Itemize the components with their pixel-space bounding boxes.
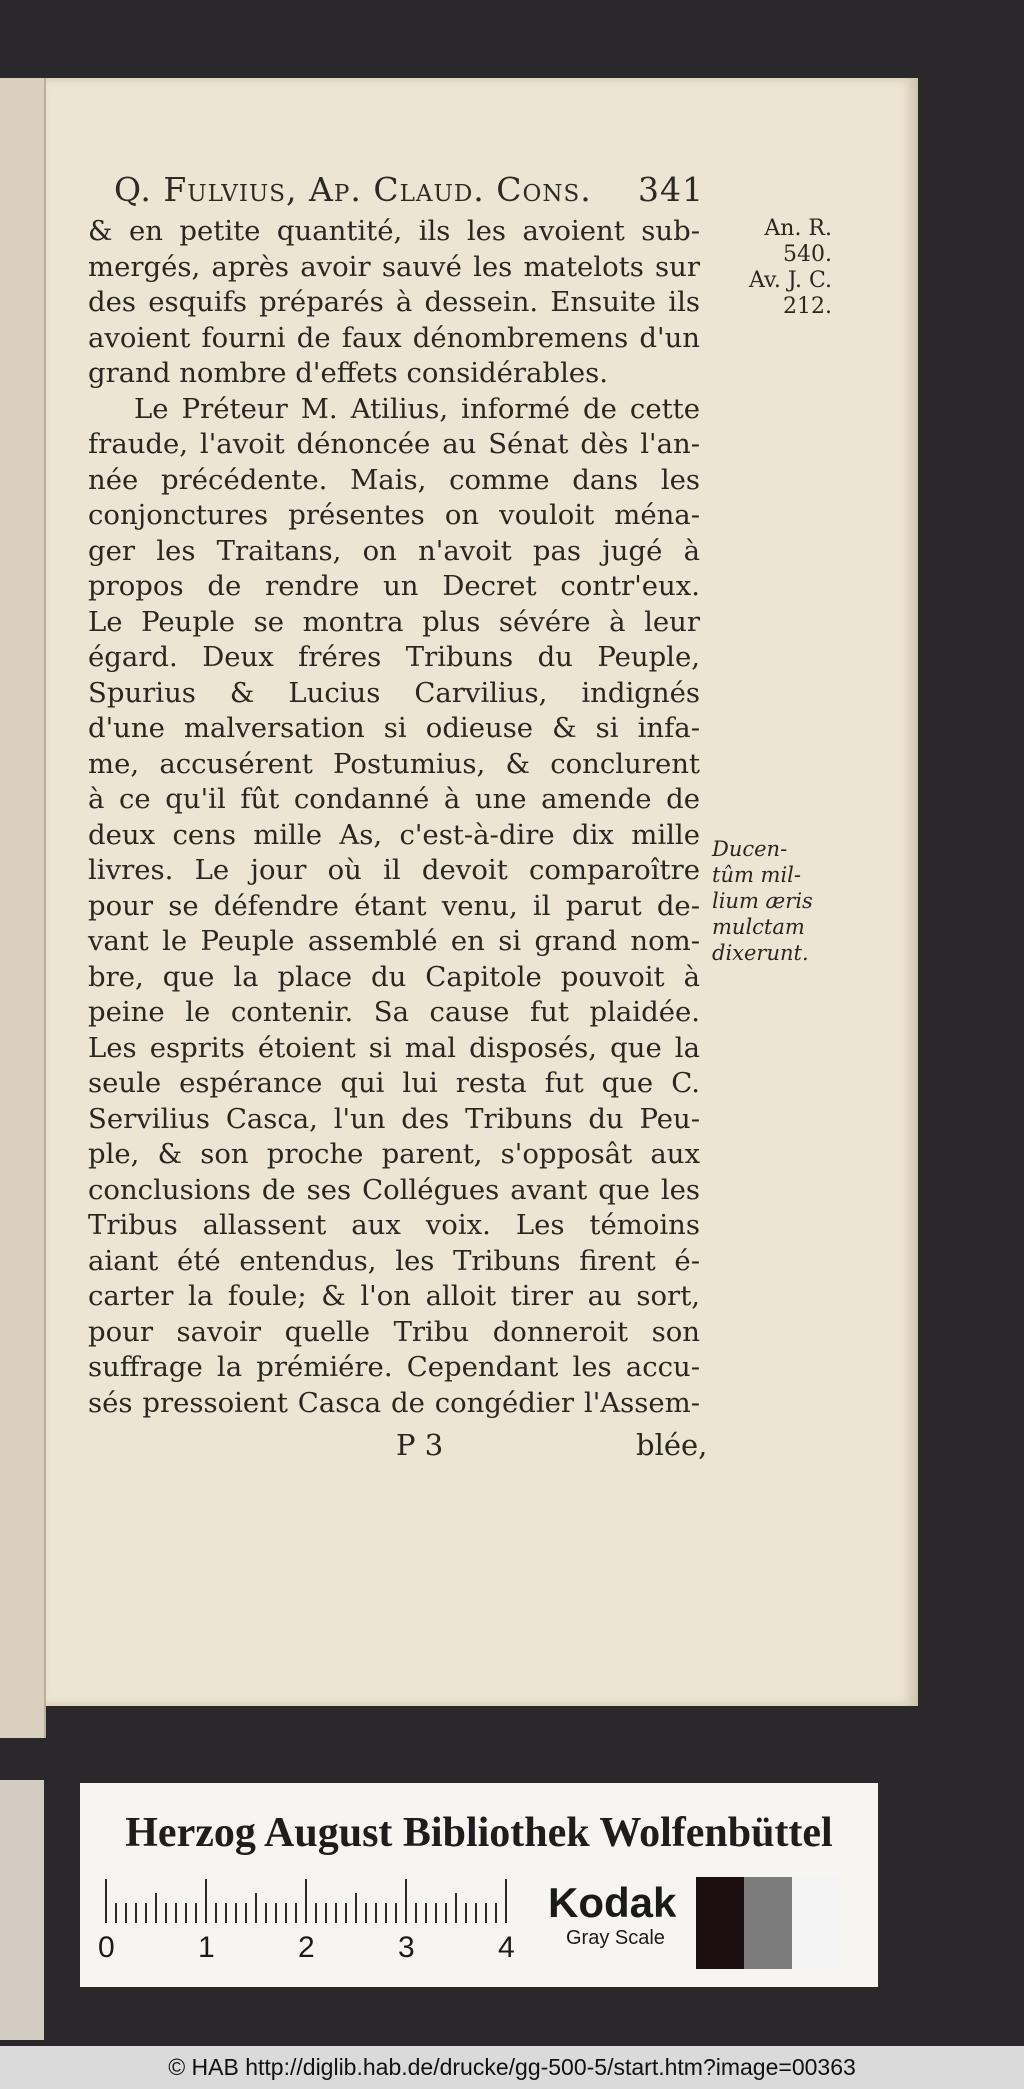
color-target-card [80, 1783, 878, 1987]
ruler-numbers [98, 1931, 558, 1971]
ruler-tick [465, 1903, 467, 1923]
ruler-tick [355, 1893, 357, 1923]
text-line: sés pressoient Casca de congédier l'Assem- [88, 1386, 700, 1419]
text-line: fraude, l'avoit dénoncée au Sénat dès l'an- [88, 428, 700, 460]
ruler-tick [345, 1903, 347, 1923]
text-line: à ce qu'il fût condanné à une amende de [88, 783, 700, 815]
ruler-tick [425, 1903, 427, 1923]
margin-date-line: 540. [783, 242, 832, 267]
ruler-tick [105, 1879, 107, 1923]
ruler-tick [485, 1903, 487, 1923]
ruler-tick [115, 1903, 117, 1923]
ruler-tick [215, 1903, 217, 1923]
ruler-number: 4 [498, 1931, 515, 1964]
text-line: deux cens mille As, c'est-à-dire dix mille [88, 818, 700, 851]
margin-note-line: lium æris [712, 889, 813, 913]
catchword: blée, [636, 1428, 708, 1462]
text-line: mergés, après avoir sauvé les matelots sur [88, 250, 700, 283]
text-line: des esquifs préparés à dessein. Ensuite ils [88, 286, 700, 318]
ruler-tick [475, 1903, 477, 1923]
ruler-tick [435, 1903, 437, 1923]
ruler-number: 3 [398, 1931, 415, 1964]
ruler-tick [235, 1903, 237, 1923]
text-line: livres. Le jour où il devoit comparoître [88, 854, 700, 886]
margin-date-line: An. R. [764, 216, 832, 241]
text-line: pour se défendre étant venu, il parut de- [88, 889, 700, 922]
gray-swatch [744, 1877, 792, 1969]
previous-page-edge-lower [0, 1780, 44, 2040]
text-line: Les esprits étoient si mal disposés, que la [88, 1031, 700, 1064]
ruler-tick [155, 1893, 157, 1923]
text-line: & en petite quantité, ils les avoient sub- [88, 215, 700, 247]
signature-mark: P 3 [396, 1428, 444, 1462]
text-line: seule espérance qui lui resta fut que C. [88, 1067, 700, 1099]
margin-latin-note [712, 836, 832, 966]
text-line: Servilius Casca, l'un des Tribuns du Peu- [88, 1102, 700, 1135]
ruler-number: 1 [198, 1931, 215, 1964]
text-line: Le Peuple se montra plus sévére à leur [88, 605, 700, 638]
ruler-tick [415, 1903, 417, 1923]
ruler-tick [315, 1903, 317, 1923]
ruler-tick [255, 1893, 257, 1923]
text-line: grand nombre d'effets considérables. [88, 357, 608, 389]
text-line: peine le contenir. Sa cause fut plaidée. [88, 996, 700, 1028]
text-line: d'une malversation si odieuse & si infa- [88, 712, 700, 744]
page-number: 341 [638, 170, 704, 209]
text-line: Spurius & Lucius Carvilius, indignés [88, 676, 700, 709]
ruler-tick [385, 1903, 387, 1923]
text-line: aiant été entendus, les Tribuns firent é- [88, 1244, 700, 1277]
ruler-tick [245, 1903, 247, 1923]
ruler-tick [305, 1879, 307, 1923]
ruler-tick [205, 1879, 207, 1923]
margin-note-line: dixerunt. [712, 941, 809, 965]
text-line: bre, que la place du Capitole pouvoit à [88, 960, 700, 993]
margin-date-line: 212. [783, 294, 832, 319]
margin-note-line: mulctam [712, 915, 805, 939]
ruler-tick [365, 1903, 367, 1923]
ruler-tick [285, 1903, 287, 1923]
ruler-tick [455, 1893, 457, 1923]
text-line: carter la foule; & l'on alloit tirer au sort, [88, 1280, 700, 1312]
previous-page-edge [0, 78, 46, 1738]
ruler-tick [445, 1903, 447, 1923]
text-line: me, accusérent Postumius, & conclurent [88, 747, 700, 780]
ruler-tick [165, 1903, 167, 1923]
text-line: conclusions de ses Collégues avant que les [88, 1173, 700, 1206]
ruler-tick [395, 1903, 397, 1923]
text-line: ple, & son proche parent, s'opposât aux [88, 1138, 700, 1170]
ruler-tick [125, 1903, 127, 1923]
ruler-tick [185, 1903, 187, 1923]
text-line: Le Préteur M. Atilius, informé de cette [134, 392, 700, 425]
library-name: Herzog August Bibliothek Wolfenbüttel [125, 1810, 833, 1856]
ruler-tick [505, 1879, 507, 1923]
gray-scale-label: Gray Scale [566, 1927, 665, 1949]
margin-date-line: Av. J. C. [749, 268, 832, 293]
text-line: avoient fourni de faux dénombremens d'un [88, 321, 700, 354]
ruler-tick [335, 1903, 337, 1923]
ruler-tick [295, 1903, 297, 1923]
ruler-tick [495, 1903, 497, 1923]
kodak-logo: Kodak [548, 1879, 677, 1926]
text-line: vant le Peuple assemblé en si grand nom- [88, 925, 700, 957]
text-line: égard. Deux fréres Tribuns du Peuple, [88, 641, 700, 673]
margin-note-line: Ducen- [712, 837, 788, 861]
ruler-number: 0 [98, 1931, 115, 1964]
ruler-tick [175, 1903, 177, 1923]
ruler-tick [195, 1903, 197, 1923]
ruler-tick [135, 1903, 137, 1923]
text-line: ger les Traitans, on n'avoit pas jugé à [88, 534, 700, 567]
text-line: suffrage la prémiére. Cependant les accu- [88, 1351, 700, 1383]
ruler-tick [375, 1903, 377, 1923]
gray-swatch [792, 1877, 840, 1969]
text-line: pour savoir quelle Tribu donneroit son [88, 1315, 700, 1348]
ruler-tick [275, 1903, 277, 1923]
ruler-tick [225, 1903, 227, 1923]
ruler-number: 2 [298, 1931, 315, 1964]
text-line: Tribus allassent aux voix. Les témoins [88, 1209, 700, 1241]
margin-note-line: tûm mil- [712, 863, 801, 887]
text-line: née précédente. Mais, comme dans les [88, 463, 700, 496]
ruler-scale [105, 1879, 555, 1923]
running-head [114, 170, 704, 214]
body-text [88, 214, 700, 1421]
margin-date-note [712, 216, 832, 320]
text-line: propos de rendre un Decret contr'eux. [88, 570, 700, 602]
ruler-tick [265, 1903, 267, 1923]
ruler-tick [405, 1879, 407, 1923]
copyright-bar: © HAB http://diglib.hab.de/drucke/gg-500-5/start.htm?image=00363 [0, 2046, 1024, 2089]
running-head-title: Q. Fulvius, Ap. Claud. Cons. [114, 170, 592, 209]
gray-swatch [696, 1877, 744, 1969]
ruler-tick [145, 1903, 147, 1923]
text-line: conjonctures présentes on vouloit ména- [88, 499, 700, 531]
ruler-tick [325, 1903, 327, 1923]
